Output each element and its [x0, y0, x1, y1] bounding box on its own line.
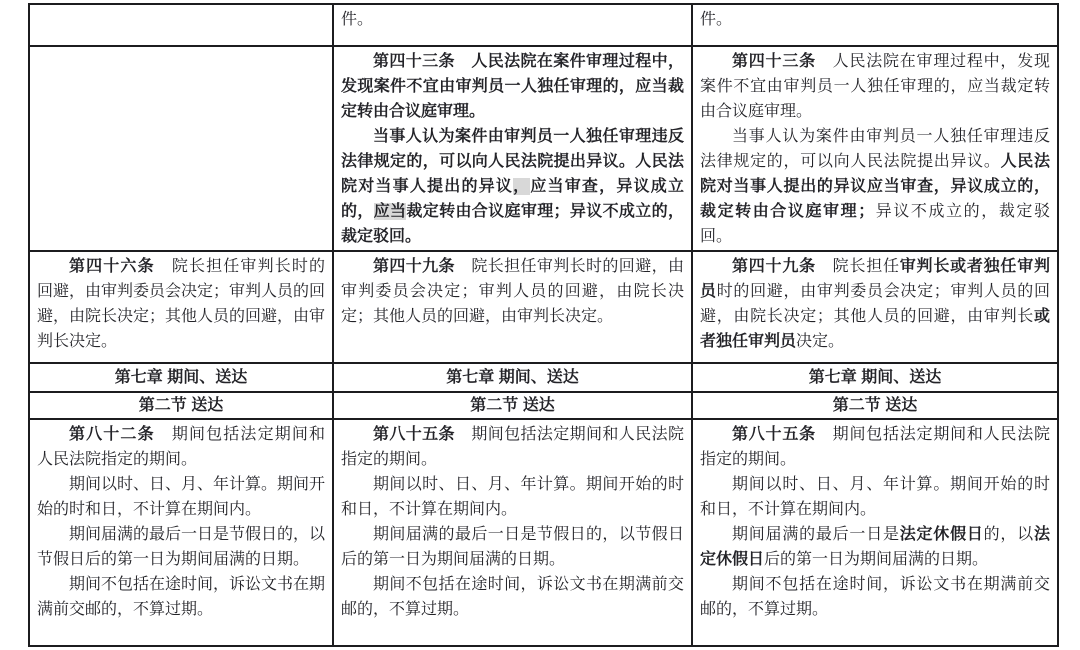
bold-text-run: 法定休假日	[899, 526, 984, 543]
bold-text-run: 审判长或者独任审判员	[700, 258, 1050, 300]
paragraph	[700, 522, 1050, 572]
paragraph	[341, 422, 684, 472]
bold-text-run: 第二节 送达	[138, 396, 224, 414]
cell-right-article-49	[693, 252, 1059, 364]
text-run: 件。	[700, 11, 733, 28]
text-run: 期间不包括在途时间，诉讼文书在期满前交邮的，不算过期。	[341, 576, 684, 618]
cell-middle-chapter-7	[334, 364, 693, 393]
cell-middle-article-85	[334, 420, 693, 647]
paragraph	[700, 49, 1050, 124]
text-run: 期间包括法定期间和人民法院指定的期间。	[700, 426, 1050, 468]
highlighted-text-run: ，	[513, 178, 531, 195]
cell-middle-continuation	[334, 5, 693, 47]
bold-text-run: 第二节 送达	[832, 396, 918, 414]
cell-right-article-43	[693, 47, 1059, 252]
paragraph	[341, 472, 684, 522]
bold-text-run: 第四十九条	[373, 258, 455, 275]
paragraph	[341, 522, 684, 572]
paragraph	[341, 572, 684, 622]
paragraph	[833, 397, 917, 415]
text-run: 件。	[341, 11, 374, 28]
bold-text-run: 第八十五条	[732, 426, 816, 443]
text-run: 的，以	[983, 526, 1034, 543]
paragraph	[37, 422, 325, 472]
cell-left-article-46	[30, 252, 334, 364]
cell-left-empty-article-43	[30, 47, 334, 252]
text-run: 院长担任	[815, 258, 900, 275]
paragraph	[700, 7, 1050, 32]
paragraph	[37, 254, 325, 354]
highlighted-text-run: 应当	[373, 203, 407, 220]
bold-text-run: 或者独任审判员	[700, 308, 1050, 350]
text-run: 决定。	[796, 333, 845, 350]
paragraph	[809, 369, 941, 387]
bold-text-run: 裁定转由合议庭审理；异议不成立的，裁定驳回。	[341, 203, 684, 245]
cell-right-article-85	[693, 420, 1059, 647]
text-run: 当事人认为案件由审判员一人独任审理违反法律规定的，可以向人民法院提出异议。	[700, 128, 1050, 170]
paragraph	[700, 124, 1050, 249]
bold-text-run: 法定休假日	[700, 526, 1050, 568]
cell-right-chapter-7	[693, 364, 1059, 393]
text-run: 后的第一日为期间届满的日期。	[764, 551, 989, 568]
paragraph	[37, 472, 325, 522]
cell-left-article-82	[30, 420, 334, 647]
cell-left-chapter-7	[30, 364, 334, 393]
text-run: 院长担任审判长时的回避，由审判委员会决定；审判人员的回避，由院长决定；其他人员的回避，由审判长决定。	[37, 258, 326, 350]
paragraph	[700, 254, 1050, 354]
paragraph	[37, 572, 325, 622]
text-run: 时的回避，由审判委员会决定；审判人员的回避，由院长决定；其他人员的回避，由审判长	[700, 283, 1050, 325]
bold-text-run: 第四十六条	[69, 258, 155, 275]
bold-text-run: 第四十三条 人民法院在案件审理过程中，发现案件不宜由审判员一人独任审理的，应当裁定转由合议庭审理。	[341, 53, 684, 120]
text-run: 期间届满的最后一日是	[732, 526, 900, 543]
text-run: 期间届满的最后一日是节假日的，以节假日后的第一日为期间届满的日期。	[341, 526, 684, 568]
text-run: 期间以时、日、月、年计算。期间开始的时和日，不计算在期间内。	[341, 476, 684, 518]
bold-text-run: 当事人认为案件由审判员一人独任审理违反法律规定的，可以向人民法院提出异议。人民法院对当事人提出的异议	[341, 128, 684, 195]
bold-text-run: 第八十二条	[69, 426, 155, 443]
bold-text-run: 第七章 期间、送达	[446, 368, 579, 386]
paragraph	[37, 522, 325, 572]
paragraph	[470, 397, 554, 415]
text-run: 人民法院在审理过程中，发现案件不宜由审判员一人独任审理的，应当裁定转由合议庭审理。	[700, 53, 1050, 120]
text-run: 期间不包括在途时间，诉讼文书在期满前交邮的，不算过期。	[37, 576, 326, 618]
text-run: 期间以时、日、月、年计算。期间开始的时和日，不计算在期间内。	[700, 476, 1050, 518]
bold-text-run: 应当审查，异议成立的，	[341, 178, 684, 220]
cell-middle-section-2	[334, 393, 693, 420]
paragraph	[700, 572, 1050, 622]
paragraph	[139, 397, 223, 415]
text-run: 期间以时、日、月、年计算。期间开始的时和日，不计算在期间内。	[37, 476, 326, 518]
paragraph	[341, 124, 684, 249]
cell-left-section-2	[30, 393, 334, 420]
law-comparison-table	[28, 3, 1059, 647]
bold-text-run: 第八十五条	[373, 426, 455, 443]
bold-text-run: 第七章 期间、送达	[114, 368, 248, 386]
bold-text-run: 第四十九条	[732, 258, 816, 275]
text-run: 期间包括法定期间和人民法院指定的期间。	[37, 426, 325, 468]
bold-text-run: 人民法院对当事人提出的异议应当审查，异议成立的，裁定转由合议庭审理；	[700, 153, 1050, 220]
bold-text-run: 第七章 期间、送达	[808, 368, 942, 386]
text-run: 异议不成立的，裁定驳回。	[700, 203, 1050, 245]
paragraph	[341, 7, 684, 32]
cell-right-continuation	[693, 5, 1059, 47]
text-run: 期间届满的最后一日是节假日的，以节假日后的第一日为期间届满的日期。	[37, 526, 326, 568]
paragraph	[700, 472, 1050, 522]
paragraph	[446, 369, 578, 387]
cell-left-empty-top	[30, 5, 334, 47]
text-run: 院长担任审判长时的回避，由审判委员会决定；审判人员的回避，由院长决定；其他人员的回避，由审判长决定。	[341, 258, 684, 325]
paragraph	[341, 254, 684, 329]
cell-right-section-2	[693, 393, 1059, 420]
paragraph	[700, 422, 1050, 472]
text-run: 期间不包括在途时间，诉讼文书在期满前交邮的，不算过期。	[700, 576, 1050, 618]
text-run: 期间包括法定期间和人民法院指定的期间。	[341, 426, 684, 468]
cell-middle-article-49	[334, 252, 693, 364]
bold-text-run: 第二节 送达	[470, 396, 555, 414]
paragraph	[115, 369, 247, 387]
paragraph	[341, 49, 684, 124]
bold-text-run: 第四十三条	[732, 53, 816, 70]
cell-middle-article-43	[334, 47, 693, 252]
